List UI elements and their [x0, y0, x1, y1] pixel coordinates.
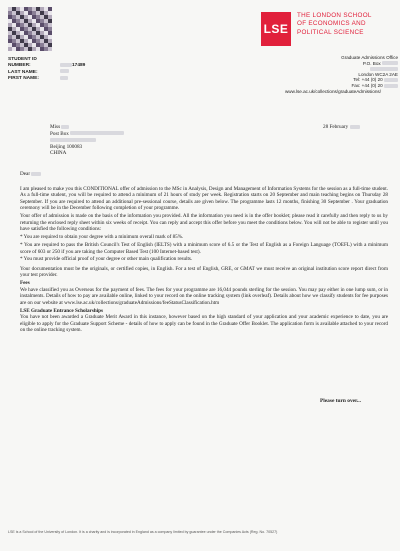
recipient-line [50, 137, 124, 144]
redaction [350, 125, 360, 129]
student-id-row [8, 57, 85, 69]
recipient-line: Post Box [50, 131, 124, 138]
barcode-cell [48, 47, 52, 51]
last-name-label: LAST NAME: [8, 69, 38, 75]
recipient-address [50, 124, 124, 157]
institution-name-line: POLITICAL SCIENCE [297, 28, 364, 36]
redaction [60, 76, 68, 80]
recipient-line: Miss [50, 124, 124, 131]
redaction [60, 63, 72, 67]
institution-name [297, 12, 397, 37]
first-name-row [8, 76, 85, 82]
heading-fees: Fees [20, 280, 30, 287]
logo-text: LSE [263, 22, 289, 36]
recipient-line: Beijing 100083 [50, 143, 83, 150]
condition-item: * You must provide official proof of your degree or other main qualification results. [20, 256, 193, 263]
footer-note: LSE is a School of the University of London. It is a charity and is incorporated in England as a company limited by guarantee under the Companies Acts (Reg. No. 70527) [8, 530, 278, 534]
first-name-label: FIRST NAME: [8, 76, 39, 82]
office-line: Tel: +44 (0) 20 [268, 77, 398, 83]
student-info [8, 57, 85, 82]
office-address [268, 55, 398, 95]
redaction [70, 131, 124, 135]
condition-item: * You are required to pass the British Council's Test of English (IELTS) with a minimum score of 6.5 or the Test of English as a Foreign Language (TOEFL) with a minimum score of 603 or 250 if you are taking the Computer Based Test (100 Internet-based test). [20, 242, 388, 255]
redaction [370, 67, 398, 71]
recipient-line: CHINA [50, 150, 67, 157]
student-id-label: STUDENT ID NUMBER: [8, 57, 37, 69]
office-line: Graduate Admissions Office [341, 55, 398, 60]
office-line: London WC2A 2AE [358, 71, 398, 77]
heading-scholarships: LSE Graduate Entrance Scholarships [20, 307, 103, 314]
redaction [384, 78, 398, 82]
lse-logo [261, 12, 291, 46]
letter-date: 28 February [323, 124, 360, 130]
redaction [382, 61, 398, 65]
redaction [31, 172, 41, 176]
redaction [50, 138, 96, 142]
redaction [384, 84, 398, 88]
paragraph-offer: I am pleased to make you this CONDITIONAL offer of admission to the MSc in Analysis, Design and Management of Information Systems for the session as a full-time student. As a full-time student, you will be required to attend a minimum of 21 hours of study per week. Registration starts on 20 September and main teaching begins on Thursday 28 September. If you are required to attend an additional pre-sessional course, details are given below. The programme lasts 12 months, finishing 30 September . Your graduation ceremony will be in the December following completion of your programme. [20, 186, 388, 212]
salutation: Dear [20, 171, 41, 177]
office-line: Fax: +44 (0) 20 [268, 83, 398, 89]
institution-name-line: OF ECONOMICS AND [297, 20, 366, 28]
stamp-mark [229, 55, 269, 73]
paragraph-fees: We have classified you as Overseas for the payment of fees. The fees for your programme are 16,044 pounds sterling for the session. You may pay either in one lump sum, or in instalments. Details of how to pay are available online, linked to your record on the online tracking system (link overleaf). Details about how we classify students for fee purposes are on our website at www.lse.ac.uk/collections/graduateAdmissions/feeStatusClassification.htm [20, 286, 388, 306]
redaction [61, 125, 69, 129]
institution-name-line: THE LONDON SCHOOL [297, 12, 372, 19]
office-url: www.lse.ac.uk/collections/graduateAdmissions/ [284, 89, 381, 95]
paragraph-scholarships: You have not been awarded a Graduate Merit Award in this instance, however based on the high standard of your application and your academic experience to date, you are eligible to apply for the Graduate Support Scheme - details of how to apply can be found in the Graduate Offer Booklet. The application form is available attached to your record on the online tracking system. [20, 314, 388, 333]
turn-over-note: Please turn over... [320, 398, 361, 404]
letter-body [20, 186, 388, 335]
student-id-value: 17489 [72, 63, 86, 69]
redaction [60, 69, 69, 73]
barcode-image [8, 7, 52, 51]
paragraph-documentation: Your documentation must be the originals, or certified copies, in English. For a test of English, GRE, or GMAT we must receive an original institution score report direct from your test provider. [20, 265, 388, 279]
office-line: P.O. Box [268, 61, 398, 67]
paragraph-conditions-intro: Your offer of admission is made on the basis of the information you provided. All the information you need is in the offer booklet; please read it carefully and then reply to us by returning the enclosed reply sheet within six weeks of receipt. You can reply and accept this offer before you meet the conditions below. You will not be able to register until you have satisfied the following conditions: [20, 213, 388, 233]
condition-item: * You are required to obtain your degree with a minimum overall mark of 85%. [20, 234, 184, 241]
